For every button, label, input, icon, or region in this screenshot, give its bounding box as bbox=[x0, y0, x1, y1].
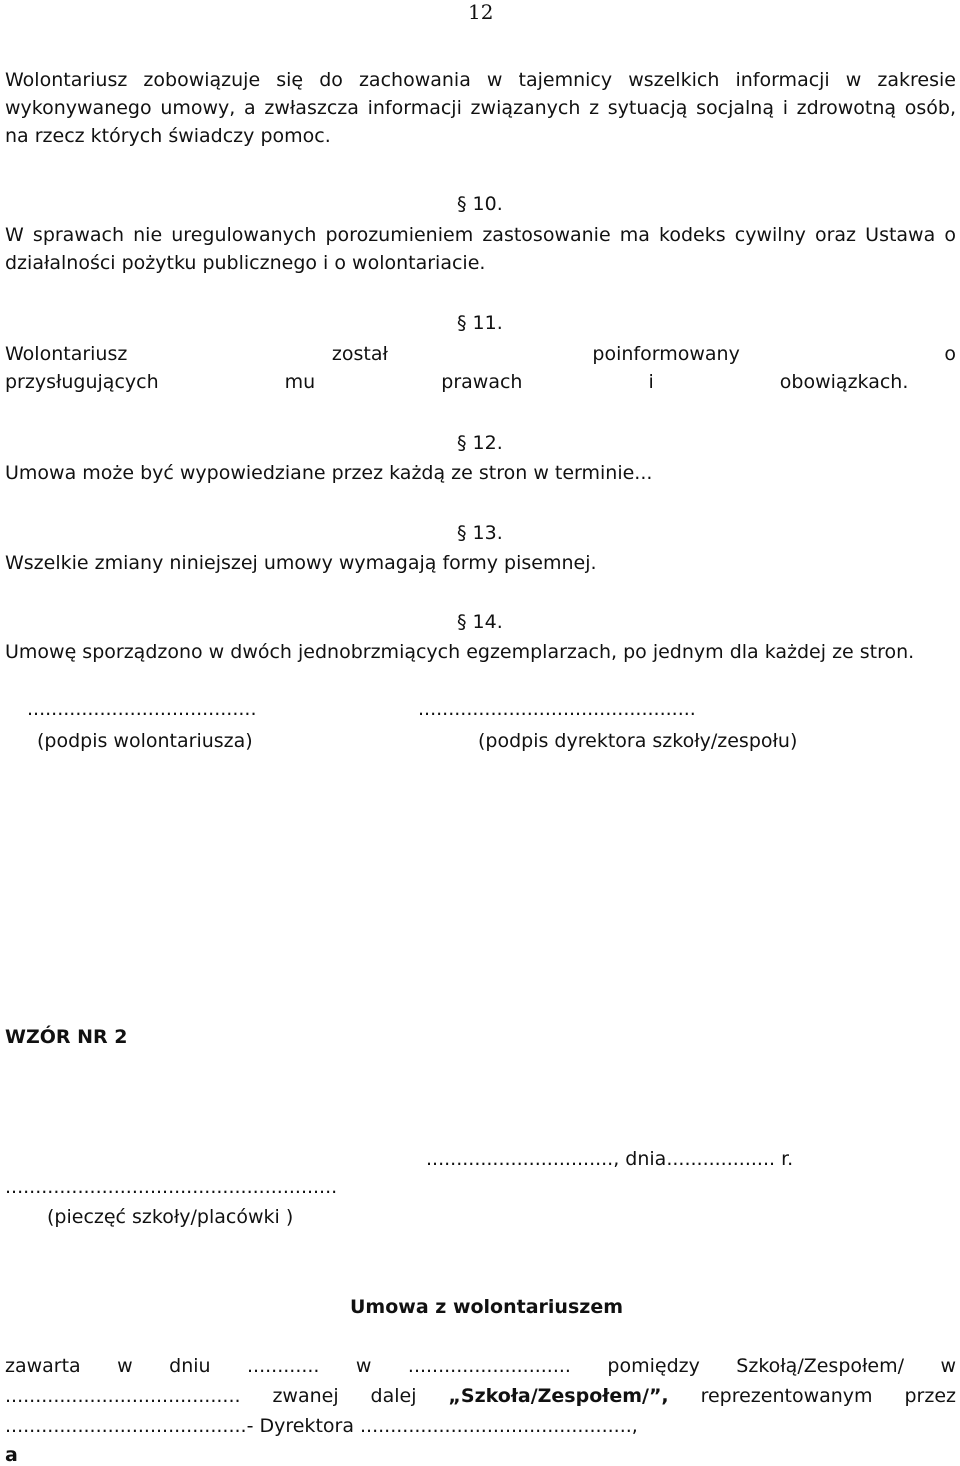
section-sign: § bbox=[457, 312, 467, 334]
contract-intro-line-2 bbox=[5, 1382, 956, 1410]
section-12-text: Umowa może być wypowiedziane przez każdą ze stron w terminie... bbox=[5, 462, 653, 484]
section-14-heading bbox=[457, 613, 503, 632]
section-sign: § bbox=[457, 611, 467, 633]
section-sign: § bbox=[457, 432, 467, 454]
stamp-line: ....................................................... bbox=[5, 1176, 338, 1198]
section-10-heading bbox=[457, 195, 503, 214]
volunteer-signature-line: ...................................... bbox=[27, 698, 257, 720]
contract-intro-line-2-end: reprezentowanym przez bbox=[668, 1385, 956, 1407]
contract-intro-line-2-start: ....................................... zwanej dalej bbox=[5, 1385, 449, 1407]
section-13-text: Wszelkie zmiany niniejszej umowy wymagają formy pisemnej. bbox=[5, 552, 597, 574]
section-number: 12. bbox=[472, 432, 503, 454]
director-signature-line: .............................................. bbox=[418, 698, 696, 720]
section-11-text: Wolontariusz został poinformowany o przysługujących mu prawach i obowiązkach. bbox=[5, 343, 956, 393]
volunteer-signature-label: (podpis wolontariusza) bbox=[37, 730, 253, 752]
section-10-text: W sprawach nie uregulowanych porozumieniem zastosowanie ma kodeks cywilny oraz Ustawa o działalności pożytku publicznego i o wolontariacie. bbox=[5, 224, 956, 274]
contract-intro-line-1: zawarta w dniu ............ w ........................... pomiędzy Szkołą/Zespołem/ w bbox=[5, 1355, 956, 1377]
section-sign: § bbox=[457, 522, 467, 544]
section-number: 13. bbox=[472, 522, 503, 544]
section-12-heading bbox=[457, 434, 503, 453]
template-title: WZÓR NR 2 bbox=[5, 1026, 128, 1048]
section-number: 14. bbox=[472, 611, 503, 633]
paragraph-9-text: Wolontariusz zobowiązuje się do zachowania w tajemnicy wszelkich informacji w zakresie wykonywanego umowy, a zwłaszcza informacji związanych z sytuacją socjalną i zdrowotną osób, na rzecz których świadczy pomoc. bbox=[5, 69, 956, 147]
contract-intro-line-4: a bbox=[5, 1444, 18, 1466]
page-number: 12 bbox=[468, 0, 494, 24]
section-11-heading bbox=[457, 314, 503, 333]
place-date-line: ..............................., dnia.................. r. bbox=[426, 1148, 794, 1170]
director-signature-label: (podpis dyrektora szkoły/zespołu) bbox=[478, 730, 798, 752]
contract-intro-line-3: ........................................- Dyrektora ............................................., bbox=[5, 1415, 638, 1437]
section-14-text: Umowę sporządzono w dwóch jednobrzmiących egzemplarzach, po jednym dla każdej ze stron. bbox=[5, 641, 915, 663]
contract-title: Umowa z wolontariuszem bbox=[350, 1296, 624, 1318]
stamp-label: (pieczęć szkoły/placówki ) bbox=[47, 1206, 294, 1228]
section-number: 10. bbox=[472, 193, 503, 215]
section-sign: § bbox=[457, 193, 467, 215]
section-13-heading bbox=[457, 524, 503, 543]
section-number: 11. bbox=[472, 312, 503, 334]
contract-intro-party-name: „Szkoła/Zespołem/”, bbox=[448, 1385, 669, 1407]
